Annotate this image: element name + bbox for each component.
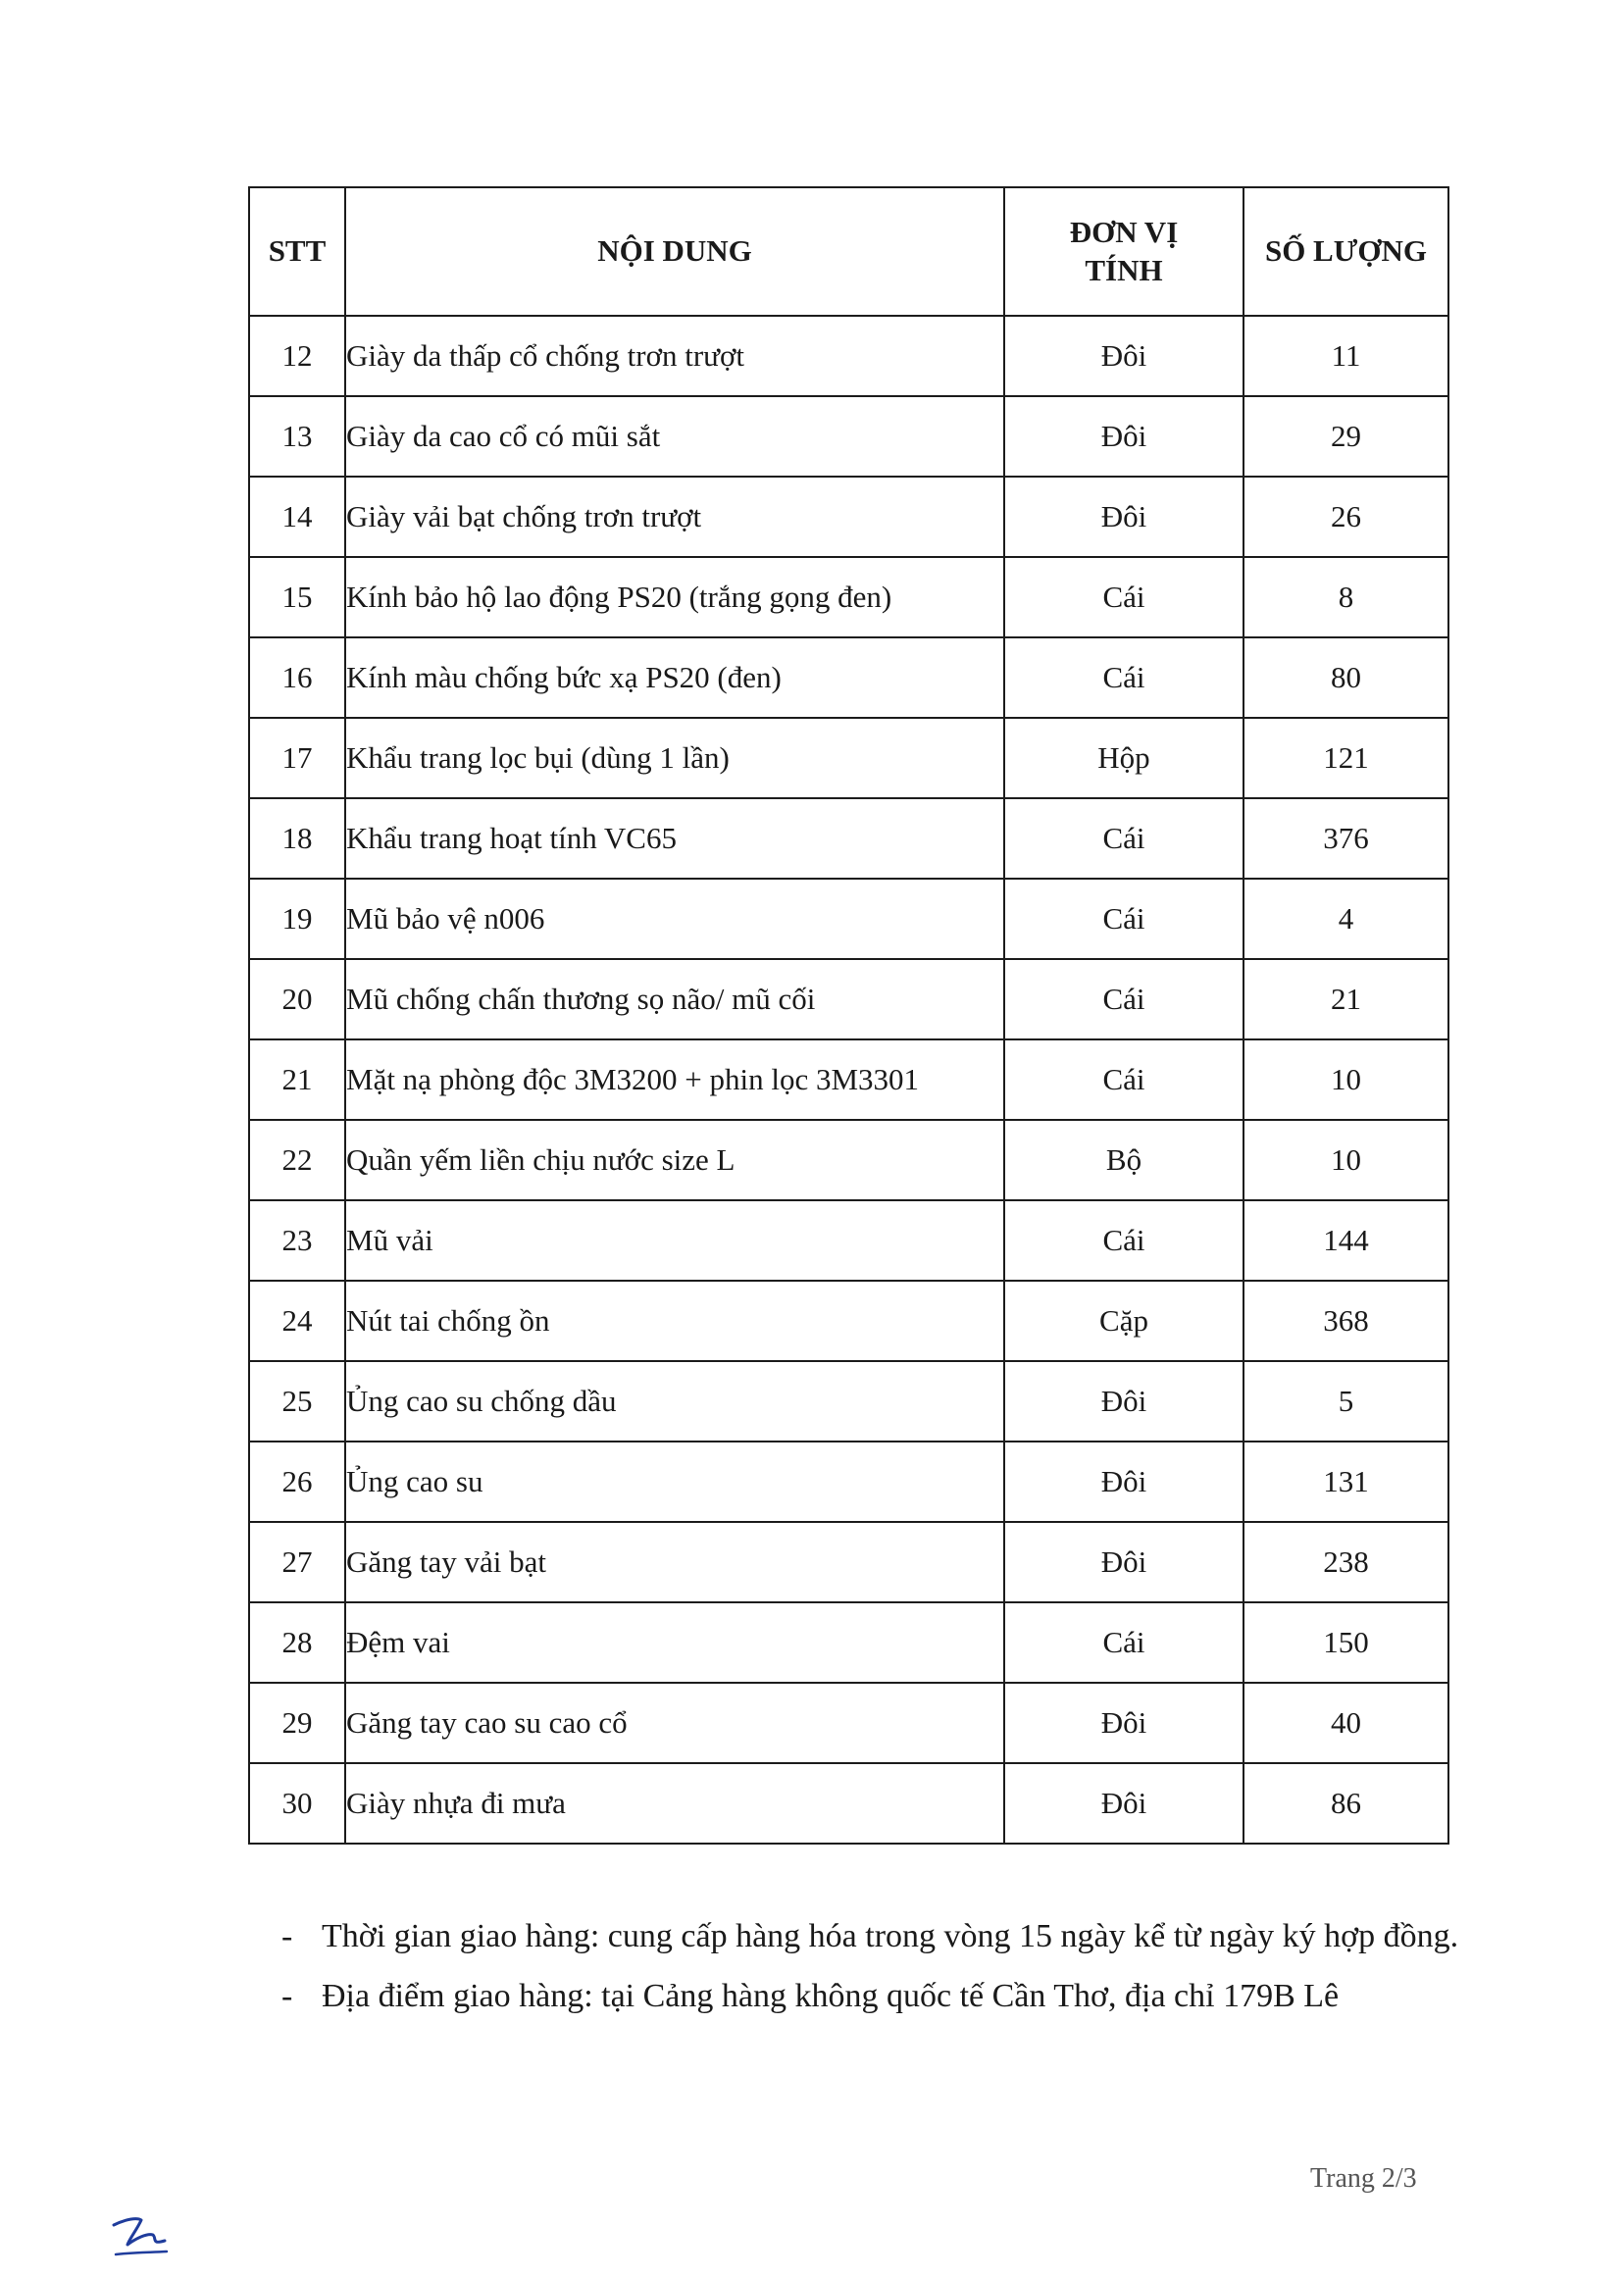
- equipment-table: [248, 186, 1449, 1845]
- table-row: [249, 798, 1448, 879]
- unit-cell: Cái: [1004, 1602, 1243, 1683]
- content-cell: Giày nhựa đi mưa: [345, 1763, 1004, 1844]
- header-stt: STT: [249, 187, 345, 316]
- content-cell: Găng tay vải bạt: [345, 1522, 1004, 1602]
- content-cell: Giày vải bạt chống trơn trượt: [345, 477, 1004, 557]
- stt-cell: 27: [249, 1522, 345, 1602]
- unit-cell: Cái: [1004, 798, 1243, 879]
- stt-cell: 22: [249, 1120, 345, 1200]
- note-item: [281, 1912, 1470, 1960]
- stt-cell: 24: [249, 1281, 345, 1361]
- quantity-cell: 26: [1243, 477, 1448, 557]
- header-quantity: SỐ LƯỢNG: [1243, 187, 1448, 316]
- header-unit-line2: TÍNH: [1085, 252, 1163, 287]
- content-cell: Giày da thấp cổ chống trơn trượt: [345, 316, 1004, 396]
- quantity-cell: 121: [1243, 718, 1448, 798]
- unit-cell: Hộp: [1004, 718, 1243, 798]
- quantity-cell: 150: [1243, 1602, 1448, 1683]
- stt-cell: 26: [249, 1442, 345, 1522]
- quantity-cell: 238: [1243, 1522, 1448, 1602]
- unit-cell: Cái: [1004, 959, 1243, 1039]
- quantity-cell: 368: [1243, 1281, 1448, 1361]
- stt-cell: 21: [249, 1039, 345, 1120]
- table-header-row: [249, 187, 1448, 316]
- content-cell: Khẩu trang lọc bụi (dùng 1 lần): [345, 718, 1004, 798]
- stt-cell: 13: [249, 396, 345, 477]
- unit-cell: Đôi: [1004, 316, 1243, 396]
- quantity-cell: 5: [1243, 1361, 1448, 1442]
- quantity-cell: 131: [1243, 1442, 1448, 1522]
- stt-cell: 12: [249, 316, 345, 396]
- stt-cell: 25: [249, 1361, 345, 1442]
- content-cell: Mũ chống chấn thương sọ não/ mũ cối: [345, 959, 1004, 1039]
- quantity-cell: 11: [1243, 316, 1448, 396]
- stt-cell: 30: [249, 1763, 345, 1844]
- stt-cell: 15: [249, 557, 345, 637]
- unit-cell: Đôi: [1004, 1442, 1243, 1522]
- quantity-cell: 21: [1243, 959, 1448, 1039]
- table-row: [249, 316, 1448, 396]
- note-text: Địa điểm giao hàng: tại Cảng hàng không quốc tế Cần Thơ, địa chỉ 179B Lê: [322, 1978, 1340, 2015]
- table-row: [249, 879, 1448, 959]
- unit-cell: Đôi: [1004, 477, 1243, 557]
- table-row: [249, 1602, 1448, 1683]
- content-cell: Giày da cao cổ có mũi sắt: [345, 396, 1004, 477]
- note-text: Thời gian giao hàng: cung cấp hàng hóa trong vòng 15 ngày kể từ ngày ký hợp đồng.: [322, 1918, 1459, 1954]
- quantity-cell: 144: [1243, 1200, 1448, 1281]
- quantity-cell: 10: [1243, 1120, 1448, 1200]
- content-cell: Nút tai chống ồn: [345, 1281, 1004, 1361]
- handwritten-initial-mark: [108, 2211, 177, 2260]
- content-cell: Mũ vải: [345, 1200, 1004, 1281]
- unit-cell: Đôi: [1004, 1683, 1243, 1763]
- table-row: [249, 1120, 1448, 1200]
- table-row: [249, 1200, 1448, 1281]
- stt-cell: 28: [249, 1602, 345, 1683]
- header-unit: [1004, 187, 1243, 316]
- table-row: [249, 1039, 1448, 1120]
- header-unit-line1: ĐƠN VỊ: [1069, 214, 1179, 249]
- quantity-cell: 376: [1243, 798, 1448, 879]
- table-row: [249, 1442, 1448, 1522]
- page-number: Trang 2/3: [1310, 2163, 1417, 2194]
- unit-cell: Đôi: [1004, 1763, 1243, 1844]
- note-bullet: -: [281, 1918, 293, 1954]
- content-cell: Quần yếm liền chịu nước size L: [345, 1120, 1004, 1200]
- note-bullet: -: [281, 1978, 293, 2015]
- content-cell: Đệm vai: [345, 1602, 1004, 1683]
- unit-cell: Bộ: [1004, 1120, 1243, 1200]
- content-cell: Ủng cao su chống dầu: [345, 1361, 1004, 1442]
- stt-cell: 16: [249, 637, 345, 718]
- quantity-cell: 40: [1243, 1683, 1448, 1763]
- delivery-notes: [281, 1912, 1470, 2033]
- content-cell: Ủng cao su: [345, 1442, 1004, 1522]
- content-cell: Kính màu chống bức xạ PS20 (đen): [345, 637, 1004, 718]
- stt-cell: 29: [249, 1683, 345, 1763]
- unit-cell: Đôi: [1004, 396, 1243, 477]
- unit-cell: Cái: [1004, 557, 1243, 637]
- unit-cell: Cái: [1004, 637, 1243, 718]
- content-cell: Mặt nạ phòng độc 3M3200 + phin lọc 3M3301: [345, 1039, 1004, 1120]
- table-row: [249, 1281, 1448, 1361]
- content-cell: Găng tay cao su cao cổ: [345, 1683, 1004, 1763]
- table-row: [249, 1361, 1448, 1442]
- stt-cell: 20: [249, 959, 345, 1039]
- unit-cell: Cái: [1004, 1200, 1243, 1281]
- stt-cell: 17: [249, 718, 345, 798]
- table-row: [249, 1683, 1448, 1763]
- table-row: [249, 1522, 1448, 1602]
- table-row: [249, 637, 1448, 718]
- quantity-cell: 8: [1243, 557, 1448, 637]
- quantity-cell: 80: [1243, 637, 1448, 718]
- note-item: [281, 1972, 1470, 2020]
- quantity-cell: 10: [1243, 1039, 1448, 1120]
- stt-cell: 19: [249, 879, 345, 959]
- table-row: [249, 557, 1448, 637]
- table-row: [249, 477, 1448, 557]
- unit-cell: Đôi: [1004, 1522, 1243, 1602]
- stt-cell: 14: [249, 477, 345, 557]
- table-row: [249, 1763, 1448, 1844]
- header-content: NỘI DUNG: [345, 187, 1004, 316]
- content-cell: Kính bảo hộ lao động PS20 (trắng gọng đen): [345, 557, 1004, 637]
- quantity-cell: 86: [1243, 1763, 1448, 1844]
- table-row: [249, 959, 1448, 1039]
- table-row: [249, 396, 1448, 477]
- table-row: [249, 718, 1448, 798]
- quantity-cell: 4: [1243, 879, 1448, 959]
- content-cell: Khẩu trang hoạt tính VC65: [345, 798, 1004, 879]
- unit-cell: Đôi: [1004, 1361, 1243, 1442]
- quantity-cell: 29: [1243, 396, 1448, 477]
- stt-cell: 18: [249, 798, 345, 879]
- unit-cell: Cặp: [1004, 1281, 1243, 1361]
- stt-cell: 23: [249, 1200, 345, 1281]
- unit-cell: Cái: [1004, 1039, 1243, 1120]
- content-cell: Mũ bảo vệ n006: [345, 879, 1004, 959]
- table-body: [249, 316, 1448, 1844]
- unit-cell: Cái: [1004, 879, 1243, 959]
